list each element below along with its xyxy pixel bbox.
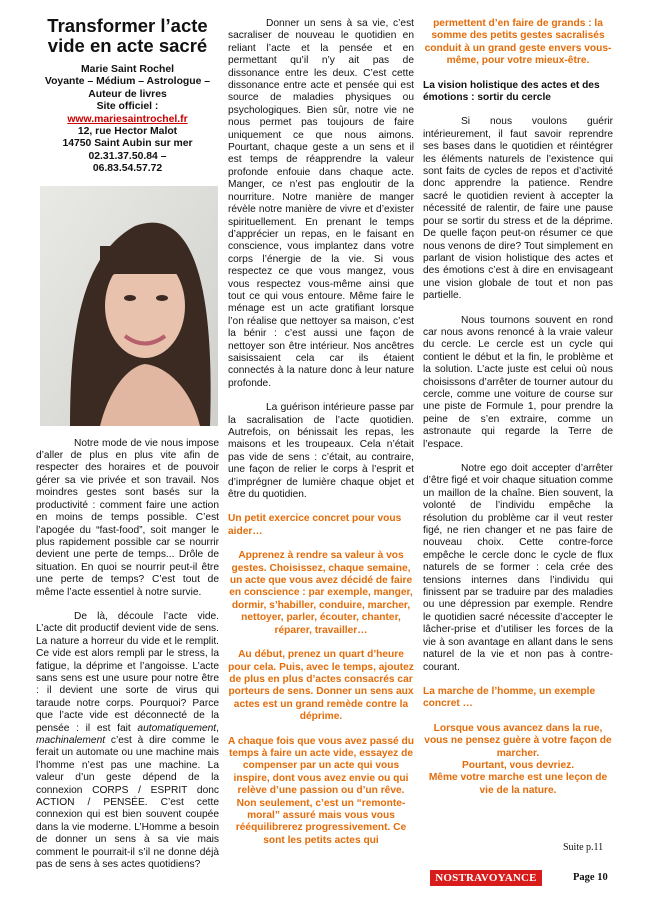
column-1	[36, 14, 219, 871]
col1-paragraph-1: Notre mode de vie nous impose d’aller de plus en plus vite afin de respecter des horaires et de pouvoir gérer sa vie privée et son travail. Nos moindres gestes sont basés sur la productivité : comment faire une action en moins de temps possible. C’est l’apogée du “fast-food”, soit manger le plus rapidement possible car se nourrir devient une perte de temps... Drôle de situation. En quoi se nourrir peut-il être une perte de temps? C’est tout de même l’acte essentiel à notre survie.	[36, 437, 219, 598]
article-title: Transformer l’acte vide en acte sacré	[47, 15, 208, 56]
col2-paragraph-2: La guérison intérieure passe par la sacralisation de l’acte quotidien. Autrefois, on bénissait les repas, les maisons et les troupeaux. Cela n’était pas vide de sens : c’était, au contraire, une façon de relier le corps à l’esprit et d’imprégner de lumière chaque objet et être du quotidien.	[228, 402, 414, 501]
example-paragraph-1: Lorsque vous avancez dans la rue, vous ne pensez guère à votre façon de marcher.	[424, 722, 612, 759]
author-roles: Voyante – Médium – Astrologue – Auteur de livres	[44, 76, 211, 100]
phone-1: 02.31.37.50.84 –	[88, 150, 167, 162]
magazine-logo: NOSTRAVOYANCE	[430, 870, 542, 886]
author-website-link[interactable]: www.mariesaintrochel.fr	[67, 113, 188, 125]
page-number: Page 10	[573, 872, 608, 883]
column-3	[423, 18, 613, 797]
address-line-1: 12, rue Hector Malot	[77, 126, 178, 138]
col3-orange-intro: permettent d’en faire de grands : la somme des petits gestes sacralisés conduit à un grand geste envers vous-même, pour votre mieux-être.	[424, 18, 612, 67]
col3-paragraph-1: Si nous voulons guérir intérieurement, il faut savoir reprendre ses bases dans le quotidien et réintégrer les éléments naturels de l’existence qui sont faits de cycles de repos et d’activité donc apprendre la patience. Rendre sacré le quotidien revient à accepter la nécessité de ralentir, de faire une pause pour se sortir du stress et de la déprime. De quelle façon peut-on résumer ce que nous venons de dire? Tout simplement en parlant de vision holistique des actes et des émotions c’est à dire en envisageant une vision globale de tout et non pas partielle.	[423, 116, 613, 302]
example-paragraph-2: Pourtant, vous devriez.	[461, 759, 575, 771]
col3-paragraph-3: Notre ego doit accepter d’arrêter d’être figé et voir chaque situation comme un maillon de la chaîne. Bien souvent, la volonté de l’individu empêche la résolution du problème car il veut rester figé, ne rien changer et ne pas faire de nouveau choix. Cette contre-force empêche le cercle donc le cycle de flux naturels de se former : cela crée des tensions internes dans l’individu qui finissent par se traduire par des maladies ou une dépression par exemple. Rendre le quotidien sacré nécessite d’accepter le lâcher-prise et d’utiliser les forces de la vie à son avantage en allant dans le sens naturel de la vie et non pas à contre-courant.	[423, 463, 613, 673]
author-block	[36, 64, 219, 176]
exercise-paragraph-2: Au début, prenez un quart d’heure pour cela. Puis, avec le temps, ajoutez de plus en plus d’actes consacrés car porteurs de sens. Donner un sens aux actes est un grand remède contre la déprime.	[228, 649, 414, 723]
column-2-content	[228, 18, 414, 847]
col1-paragraph-2: De là, découle l’acte vide. L’acte dit productif devient vide de sens. La nature a horreur du vide et le remplit. Ce vide est alors rempli par le stress, la fatigue, la déprime et l’angoisse. L’acte sans sens est une usure pour notre être : il devient une sorte de virus qui taraude notre corps. Pourquoi? Parce que l’acte vide est déconnecté de la pensée : il est fait automatiquement, machinalement c’est à dire comme le ferait un automate ou une machine mais l’homme n’est pas une machine. La valeur d’un geste dépend de la connexion CORPS / ESPRIT donc ACTION / PENSÉE. C’est cette connexion qui est bien souvent coupée dans la vie moderne. L’Homme a besoin de donner un sens à sa vie mais comment le pourrait-il s’il ne donne déjà pas de sens à ses actes quotidiens?	[36, 610, 219, 871]
author-name: Marie Saint Rochel	[81, 64, 174, 75]
site-label: Site officiel :	[96, 101, 159, 113]
section-heading-holistic: La vision holistique des actes et des émotions : sortir du cercle	[423, 79, 600, 104]
exercise-heading: Un petit exercice concret pour vous aider…	[228, 513, 402, 537]
example-paragraph-3: Même votre marche est une leçon de vie de la nature.	[428, 772, 608, 796]
address-line-2: 14750 Saint Aubin sur mer	[62, 138, 193, 150]
author-photo	[40, 186, 218, 426]
exercise-paragraph-1: Apprenez à rendre sa valeur à vos gestes. Choisissez, chaque semaine, un acte que vous avez décidé de faire en conscience : par exemple, manger, dormir, s’habiller, conduire, marcher, nettoyer, parler, écouter, chanter, réparer, travailler…	[229, 550, 413, 636]
example-heading: La marche de l’homme, un exemple concret …	[423, 685, 596, 710]
col3-paragraph-2: Nous tournons souvent en rond car nous avons renoncé à la vraie valeur du cercle. Le cercle est un cycle qui contient le début et la fin, le problème et la solution. L’acte juste est celui où nous choisissons d’arrêter de tourner autour du cercle, comme une voiture de course sur une piste de Formule 1, pour prendre la peine de s’en extraire, comme un astronaute qui regarde la Terre de l’espace.	[423, 314, 613, 450]
continued-note: Suite p.11	[563, 842, 604, 853]
phone-2: 06.83.54.57.72	[92, 163, 163, 175]
exercise-paragraph-3: A chaque fois que vous avez passé du temps à faire un acte vide, essayez de compenser par un acte qui vous inspire, dont vous avez envie ou qui relève d’une passion ou d’un rêve. Non seulement, c’est un “remonte-moral” assuré mais vous vous rééquilibrerez progressivement. Ce sont les petits actes qui	[228, 735, 414, 846]
col2-paragraph-1: Donner un sens à sa vie, c’est sacraliser de nouveau le quotidien en reliant l’acte et la pensée et en permettant qu’il n’y ait pas de dissonance entre les deux. C’est cette dissonance entre acte et pensée qui est source de maladies physiques ou psychologiques. Bien sûr, notre vie ne nous permet pas toujours de faire uniquement ce que nous aimons. Pourtant, chaque geste a un sens et il est temps de réapprendre la valeur profonde enfouie dans chaque acte. Manger, ce n’est pas engloutir de la nourriture. Notre manière de manger révèle notre manière de vivre et d’exister spirituellement. En prenant le temps d’apprécier un repas, en le faisant en conscience, vous implantez dans votre corps l’énergie de la vie. Si vous respectez ce que vous mangez, vous vous respectez vous-même ainsi que tout ce qui vous entoure. Même faire le ménage est un acte gratifiant lorsque l’on réalise que nettoyer sa maison, c’est la bénir : c’est aussi une façon de nettoyer son être intérieur. Nos ancêtres saisissaient cela car ils étaient connectés à la nature donc à leur nature profonde.	[228, 18, 414, 389]
